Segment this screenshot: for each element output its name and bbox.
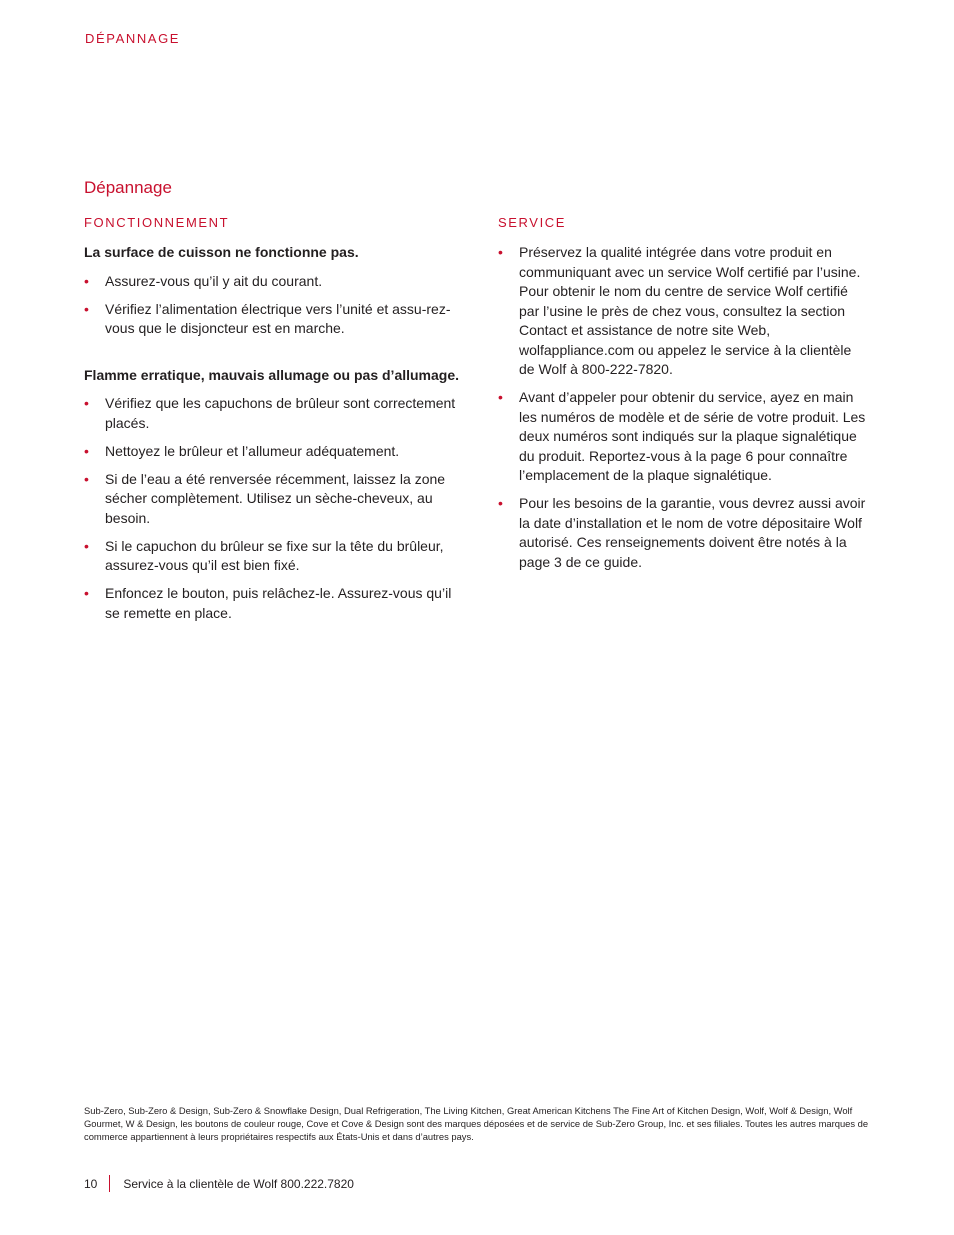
problem-title: La surface de cuisson ne fonctionne pas.: [84, 244, 359, 260]
list-item: [84, 584, 464, 623]
list-item: [84, 470, 464, 529]
list-item-text: Préservez la qualité intégrée dans votre produit en communiquant avec un service Wolf certifié par l’usine. Pour obtenir le nom du centre de service Wolf certifié par l’usine le près de chez vous, consultez la section Contact et assistance de notre site Web, wolfappliance.com ou appelez le service à la clientèle de Wolf à 800-222-7820.: [519, 244, 861, 377]
list-item: [84, 442, 464, 462]
fonctionnement-heading: FONCTIONNEMENT: [84, 215, 230, 230]
list-item: [84, 300, 464, 339]
bullet-icon: •: [84, 300, 89, 317]
list-item: [84, 537, 464, 576]
bullet-icon: •: [84, 442, 89, 459]
list-item-text: Vérifiez que les capuchons de brûleur sont correctement placés.: [105, 395, 456, 431]
page-number: 10: [84, 1176, 98, 1191]
bullet-icon: •: [498, 244, 503, 260]
list-item: [84, 272, 464, 292]
list-item: [84, 394, 464, 433]
list-item: [498, 243, 870, 380]
service-heading: SERVICE: [498, 215, 567, 230]
bullet-icon: •: [84, 470, 89, 487]
list-item-text: Si de l’eau a été renversée récemment, laissez la zone sécher complètement. Utilisez un sèche-cheveux, au besoin.: [105, 470, 446, 526]
bullet-icon: •: [84, 395, 89, 411]
bullet-list: [84, 394, 464, 623]
list-item: [498, 494, 870, 572]
bullet-icon: •: [84, 272, 89, 289]
list-item-text: Assurez-vous qu’il y ait du courant.: [105, 272, 323, 289]
list-item-text: Vérifiez l’alimentation électrique vers l’unité et assu-rez-vous que le disjoncteur est en marche.: [105, 300, 451, 336]
bullet-icon: •: [84, 537, 89, 554]
bullet-icon: •: [84, 585, 89, 601]
list-item-text: Pour les besoins de la garantie, vous devrez aussi avoir la date d’installation et le nom de votre dépositaire Wolf autorisé. Ces renseignements doivent être notés à la page 3 de ce guide.: [519, 495, 866, 570]
list-item-text: Avant d’appeler pour obtenir du service, ayez en main les numéros de modèle et de série de votre produit. Les deux numéros sont indiqués sur la plaque signalétique du produit. Reportez-vous à la page 6 pour connaître l’emplacement de la plaque signalétique.: [519, 389, 866, 483]
bullet-icon: •: [498, 389, 503, 405]
problem-title: Flamme erratique, mauvais allumage ou pas d’allumage.: [84, 366, 460, 383]
list-item-text: Enfoncez le bouton, puis relâchez-le. Assurez-vous qu’il se remette en place.: [105, 585, 452, 621]
list-item-text: Nettoyez le brûleur et l’allumeur adéquatement.: [105, 442, 400, 459]
bullet-icon: •: [498, 495, 503, 511]
section-title: Dépannage: [84, 178, 172, 197]
list-item-text: Si le capuchon du brûleur se fixe sur la tête du brûleur, assurez-vous qu’il est bien fixé.: [105, 537, 444, 573]
page-footer: [84, 1175, 354, 1192]
list-item: [498, 388, 870, 486]
footer-divider: [109, 1175, 110, 1192]
running-head: DÉPANNAGE: [85, 31, 181, 46]
left-column: [84, 215, 464, 632]
legal-notice: Sub-Zero, Sub-Zero & Design, Sub-Zero & Snowflake Design, Dual Refrigeration, The Living Kitchen, Great American Kitchens The Fine Art of Kitchen Design, Wolf, Wolf & Design, Wolf Gourmet, W & Design, les boutons de couleur rouge, Cove et Cove & Design sont des marques déposées et de service de Sub-Zero Group, Inc. et ses filiales. Toutes les autres marques de commerce appartiennent à leurs propriétaires respectifs aux États-Unis et dans d’autres pays.: [84, 1105, 869, 1142]
footer-service-text: Service à la clientèle de Wolf 800.222.7820: [123, 1176, 354, 1191]
right-column: [498, 215, 870, 581]
bullet-list: [498, 243, 870, 572]
bullet-list: [84, 272, 464, 339]
